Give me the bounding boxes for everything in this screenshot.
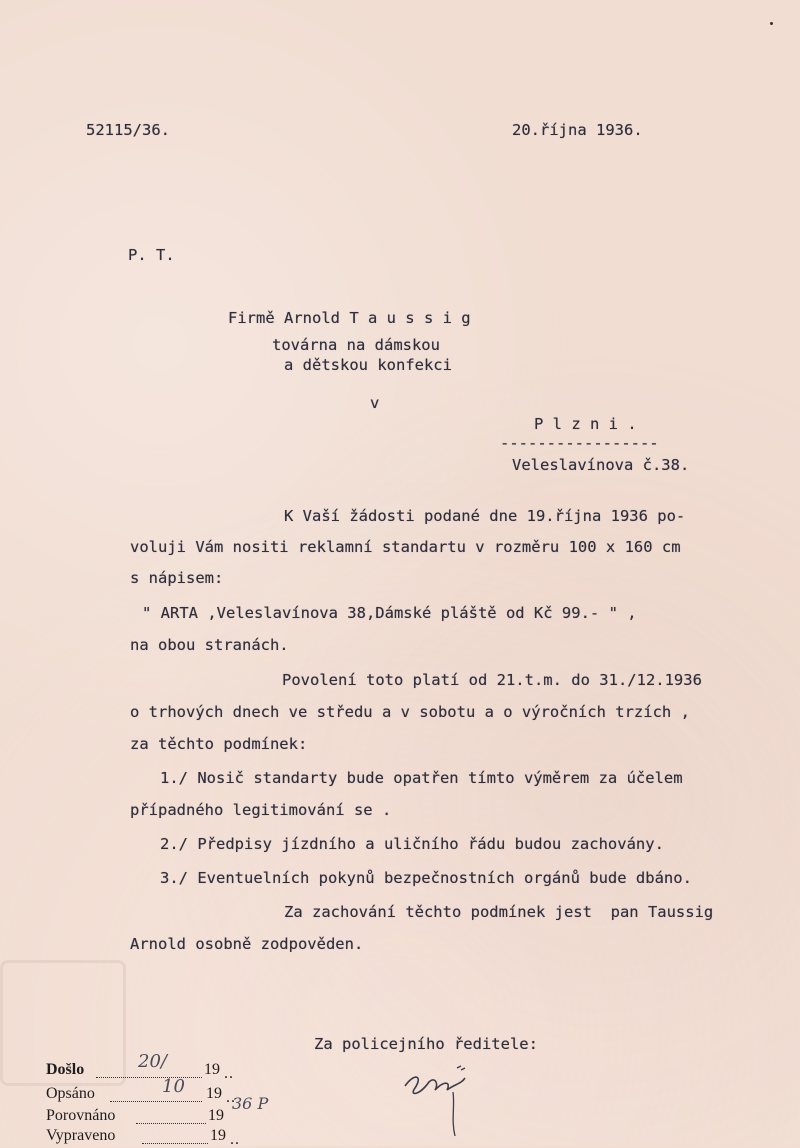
form-dots-opsano: .. [226, 1089, 236, 1106]
body-line-4: " ARTA ,Veleslavínova 38,Dámské pláště od Kč 99.- " , [142, 604, 637, 622]
form-year-opsano: 19 [206, 1085, 222, 1102]
signature-title: Za policejního ředitele: [314, 1035, 538, 1053]
recipient-street: Veleslavínova č.38. [512, 456, 690, 474]
reference-number: 52115/36. [86, 121, 170, 139]
recipient-name: Firmě Arnold T a u s s i g [228, 309, 471, 327]
body-line-6: Povolení toto platí od 21.t.m. do 31./12.1936 [282, 671, 702, 689]
form-label-doslo: Došlo [46, 1061, 85, 1078]
condition-1: 1./ Nosič standarty bude opatřen tímto výměrem za účelem [160, 769, 683, 787]
recipient-city: P l z n i . [534, 415, 637, 433]
form-year-vypraveno: 19 [210, 1127, 226, 1144]
form-line-vypraveno [142, 1143, 208, 1144]
form-line-doslo [96, 1077, 202, 1078]
condition-2: 2./ Předpisy jízdního a uličního řádu budou zachovány. [160, 835, 664, 853]
recipient-line-3: a dětskou konfekci [284, 356, 452, 374]
form-label-vypraveno: Vypraveno [46, 1127, 116, 1144]
paper-mark [770, 22, 773, 25]
condition-1-cont: případného legitimování se . [130, 801, 392, 819]
handwritten-porovnano: 36 P [232, 1094, 269, 1113]
salutation: P. T. [128, 246, 175, 264]
condition-3: 3./ Eventuelních pokynů bezpečnostních orgánů bude dbáno. [160, 869, 692, 887]
body-line-3: s nápisem: [130, 569, 224, 587]
city-underline: ----------------- [500, 434, 659, 452]
form-line-porovnano [136, 1123, 206, 1124]
body-line-2: voluji Vám nositi reklamní standartu v rozměru 100 x 160 cm [130, 538, 681, 556]
handwritten-doslo: 20/ [138, 1051, 167, 1072]
form-label-porovnano: Porovnáno [46, 1107, 116, 1124]
signature-mark [395, 1062, 485, 1142]
form-line-opsano [110, 1101, 202, 1102]
recipient-in: v [370, 394, 380, 412]
form-dots-vypraveno: .. [230, 1131, 240, 1148]
recipient-line-2: továrna na dámskou [272, 336, 440, 354]
form-label-opsano: Opsáno [46, 1085, 95, 1102]
body-line-5: na obou stranách. [130, 636, 289, 654]
body-line-13: Za zachování těchto podmínek jest pan Taussig [284, 903, 714, 921]
body-line-8: za těchto podmínek: [130, 735, 308, 753]
form-dots-doslo: .. [224, 1065, 234, 1082]
form-year-doslo: 19 [204, 1061, 220, 1078]
body-line-14: Arnold osobně zodpověden. [130, 935, 364, 953]
body-line-1: K Vaší žádosti podané dne 19.října 1936 po- [284, 507, 686, 525]
form-year-porovnano: 19 [208, 1107, 224, 1124]
document-date: 20.října 1936. [512, 121, 643, 139]
body-line-7: o trhových dnech ve středu a v sobotu a o výročních trzích , [130, 703, 690, 721]
handwritten-opsano: 10 [162, 1076, 185, 1097]
